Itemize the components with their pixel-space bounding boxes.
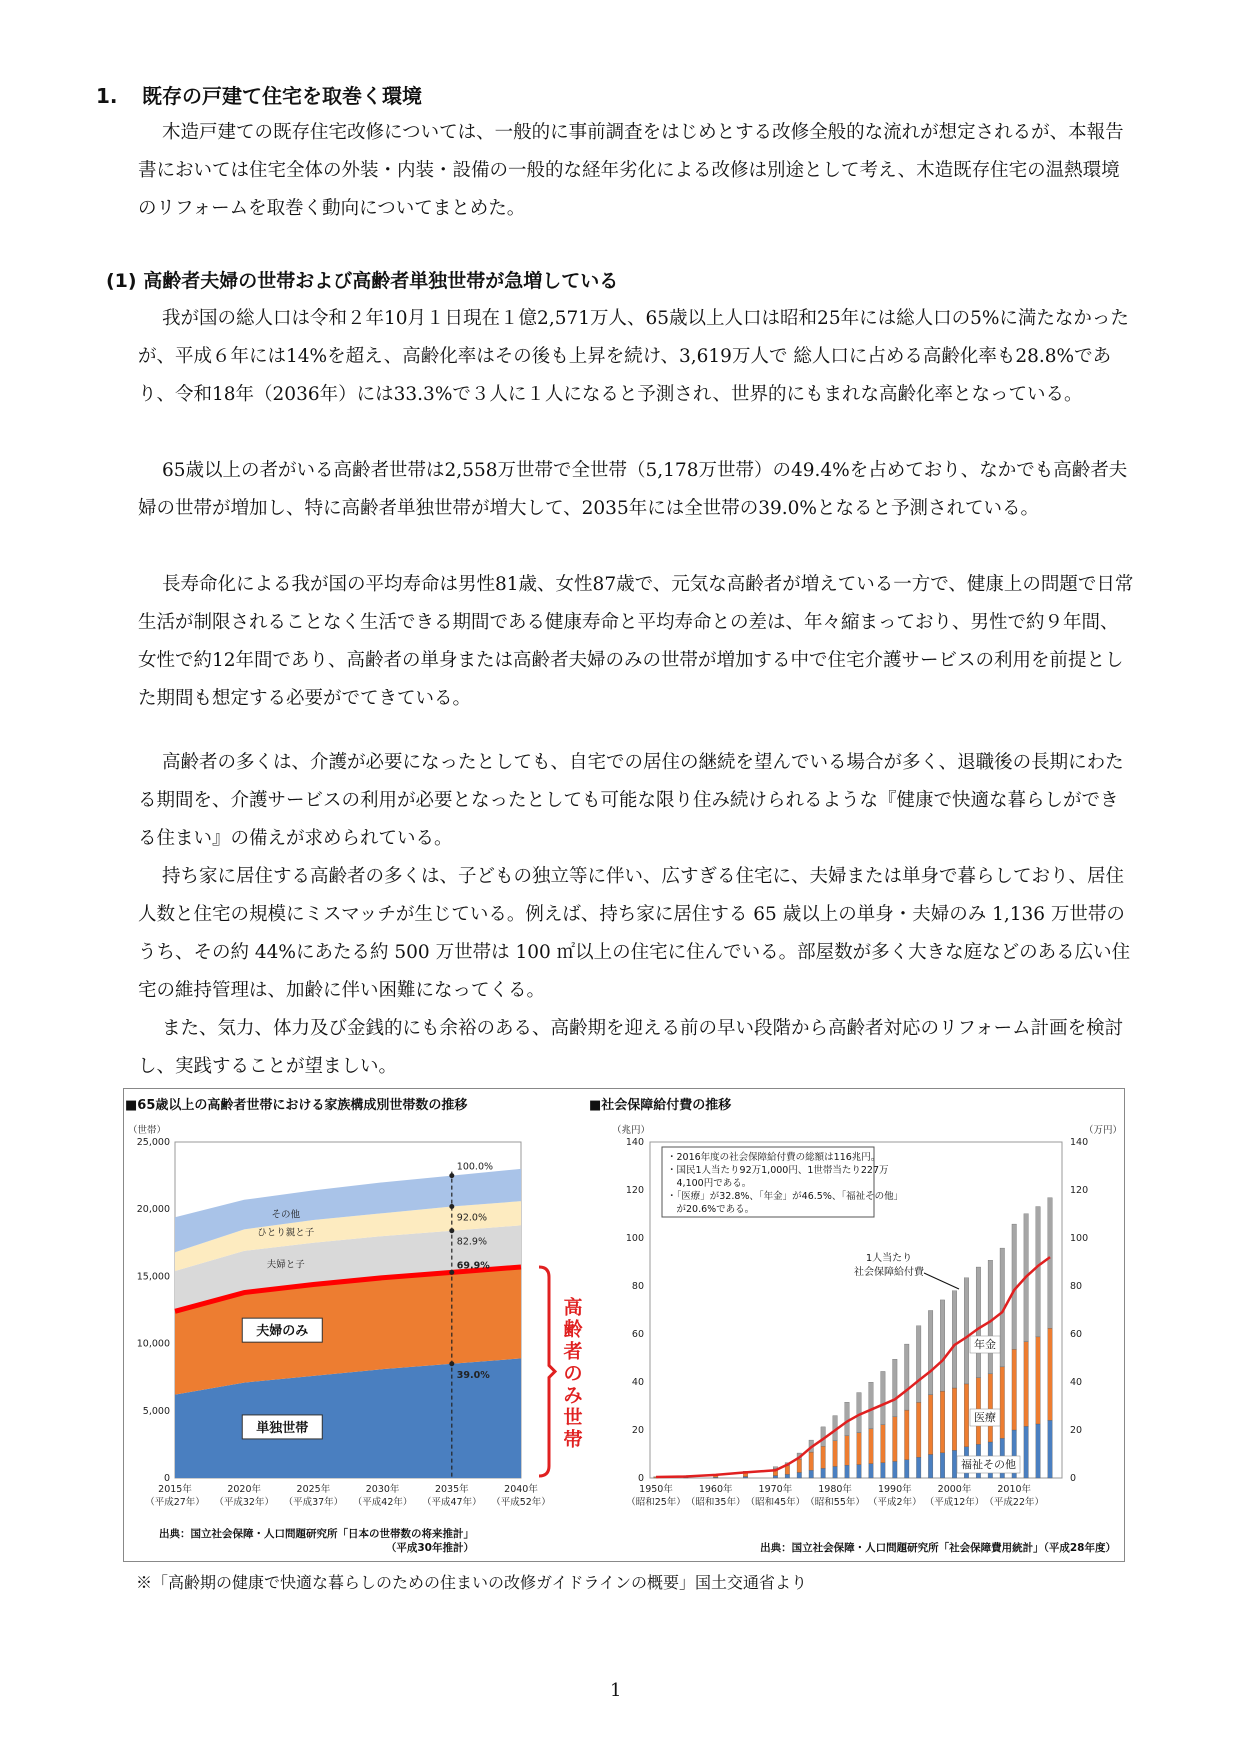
chart2-bar-segment	[928, 1310, 933, 1394]
chart2-ytick-left: 120	[625, 1185, 644, 1196]
chart2-bar-segment	[904, 1344, 909, 1410]
chart2-ytick-left: 40	[631, 1377, 644, 1388]
chart2-bar-segment	[869, 1429, 874, 1464]
chart2-bar-segment	[821, 1468, 826, 1478]
paragraph-households: 65歳以上の者がいる高齢者世帯は2,558万世帯で全世帯（5,178万世帯）の49.4%を占めており、なかでも高齢者夫婦の世帯が増加し、特に高齢者単独世帯が増大して、2035年には全世帯の39.0%となると予測されている。	[138, 460, 1128, 519]
chart2-bar-segment	[881, 1371, 886, 1424]
chart1-xtick: 2025年	[296, 1484, 331, 1495]
chart1-label-other: その他	[271, 1209, 300, 1221]
chart1-marker-label: 92.0%	[456, 1212, 487, 1224]
chart2-bar-segment	[785, 1466, 790, 1475]
chart2-bar-segment	[964, 1278, 969, 1384]
chart2-ytick-left: 0	[637, 1473, 644, 1484]
chart1-label-couple-child: 夫婦と子	[266, 1259, 305, 1271]
chart2-bar-segment	[952, 1388, 957, 1450]
chart2-bar-segment	[1036, 1207, 1041, 1337]
chart2-ylabel-right: （万円）	[1084, 1125, 1123, 1136]
chart1-bracket-label-char: 世	[563, 1406, 583, 1429]
chart1-source-2: （平成30年推計）	[385, 1542, 474, 1554]
page-number: 1	[610, 1680, 622, 1701]
chart2-bar-segment	[821, 1446, 826, 1468]
chart2-xtick: 1990年	[877, 1484, 912, 1495]
chart2-ytick-left: 100	[625, 1233, 644, 1244]
chart2-xtick-sub: （昭和35年）	[685, 1497, 746, 1508]
chart2-bar-segment	[869, 1464, 874, 1478]
chart2-bar-segment	[904, 1410, 909, 1460]
chart1-xtick: 2035年	[434, 1484, 469, 1495]
chart2-source: 出典：国立社会保障・人口問題研究所「社会保障費用統計」（平成28年度）	[760, 1542, 1116, 1554]
chart2-callout: 1人当たり	[865, 1253, 913, 1264]
chart2-label-medical: 医療	[974, 1411, 996, 1424]
chart1-xtick: 2015年	[158, 1484, 192, 1495]
chart1-xtick-sub: （平成42年）	[352, 1497, 413, 1508]
chart2-bar-segment	[893, 1417, 898, 1462]
chart1-ylabel: （世帯）	[128, 1125, 167, 1136]
chart2-bar-segment	[1012, 1349, 1017, 1430]
chart2-bar-segment	[857, 1433, 862, 1465]
chart2-ytick-right: 60	[1070, 1329, 1083, 1340]
chart2-bar-segment	[773, 1476, 778, 1478]
chart1-xtick-sub: （平成32年）	[214, 1497, 274, 1508]
chart1-marker-label: 69.9%	[456, 1260, 490, 1272]
chart2-bar-segment	[928, 1395, 933, 1455]
chart2-bar-segment	[797, 1459, 802, 1472]
chart2-xtick: 1960年	[698, 1484, 733, 1495]
chart2-xtick: 1970年	[758, 1484, 793, 1495]
chart2-callout: 社会保障給付費	[854, 1267, 924, 1278]
chart1-xtick-sub: （平成47年）	[422, 1497, 482, 1508]
chart1-marker-dot	[449, 1270, 454, 1275]
chart2-xtick-sub: （昭和45年）	[745, 1497, 806, 1508]
chart2-bar-segment	[1036, 1424, 1041, 1478]
figure-charts	[124, 1089, 1124, 1561]
chart1-xtick: 2040年	[504, 1484, 538, 1495]
chart2-bar-segment	[1048, 1420, 1053, 1478]
chart2-ytick-left: 20	[631, 1425, 644, 1436]
chart1-marker-label: 82.9%	[456, 1236, 487, 1248]
chart2-ytick-right: 80	[1070, 1281, 1083, 1292]
chart2-bar-segment	[988, 1260, 993, 1374]
chart1-xtick-sub: （平成52年）	[491, 1497, 551, 1508]
chart2-bar-segment	[904, 1460, 909, 1478]
chart2-bar-segment	[940, 1453, 945, 1478]
chart2-bar-segment	[857, 1465, 862, 1478]
chart1-label-single: 単独世帯	[256, 1420, 309, 1436]
chart2-bar-segment	[952, 1450, 957, 1478]
chart1-marker-dot	[449, 1361, 454, 1366]
chart2-bar-segment	[845, 1402, 850, 1436]
chart2-bar-segment	[988, 1374, 993, 1442]
chart2-bar-segment	[785, 1474, 790, 1478]
chart2-bar-segment	[1000, 1367, 1005, 1439]
figure-note: ※「高齢期の健康で快適な暮らしのための住まいの改修ガイドラインの概要」国土交通省より	[136, 1573, 808, 1592]
chart2-bar-segment	[845, 1436, 850, 1466]
chart2-bar-segment	[893, 1359, 898, 1417]
chart2-xtick-sub: （昭和55年）	[805, 1497, 865, 1508]
paragraph-population: 我が国の総人口は令和２年10月１日現在１億2,571万人、65歳以上人口は昭和25年には総人口の5%に満たなかったが、平成６年には14%を超え、高齢化率はその後も上昇を続け、3,619万人で 総人口に占める高齢化率も28.8%であり、令和18年（2036年）には33.3%で３人に１人になると予測され、世界的にもまれな高齢化率となっている。	[138, 308, 1129, 405]
chart2-xtick-sub: （昭和25年）	[626, 1497, 686, 1508]
chart1-label-couple-only: 夫婦のみ	[256, 1324, 309, 1340]
chart1-marker-label: 100.0%	[456, 1161, 494, 1173]
chart2-ylabel-left: （兆円）	[612, 1125, 651, 1136]
chart2-bar-segment	[845, 1465, 850, 1478]
chart2-xtick: 1950年	[639, 1484, 673, 1495]
chart2-bar-segment	[916, 1402, 921, 1457]
paragraph-care: 高齢者の多くは、介護が必要になったとしても、自宅での居住の継続を望んでいる場合が多く、退職後の長期にわたる期間を、介護サービスの利用が必要となったとしても可能な限り住み続けられるような『健康で快適な暮らしができる住まい』の備えが求められている。	[138, 752, 1124, 849]
chart2-ytick-left: 140	[625, 1137, 644, 1148]
chart2-bar-segment	[743, 1477, 748, 1478]
chart2-bar-segment	[976, 1267, 981, 1378]
chart2-ytick-right: 120	[1070, 1185, 1089, 1196]
chart1-xtick-sub: （平成37年）	[283, 1497, 344, 1508]
chart1-bracket-label-char: 齢	[563, 1318, 583, 1341]
chart2-bar-segment	[1024, 1426, 1028, 1478]
chart2-xtick-sub: （平成22年）	[984, 1497, 1045, 1508]
chart2-bar-segment	[1024, 1342, 1028, 1427]
chart1-ytick: 20,000	[136, 1204, 170, 1216]
chart2-bar-segment	[1036, 1337, 1041, 1424]
chart1-marker-dot	[449, 1204, 454, 1209]
chart2-annotation-line: が20.6%である。	[667, 1204, 755, 1215]
chart2-bar-segment	[964, 1384, 969, 1447]
chart2-ytick-left: 60	[631, 1329, 644, 1340]
chart2-bar-segment	[881, 1463, 886, 1478]
chart2-label-welfare: 福祉その他	[961, 1458, 1016, 1471]
figure-box	[123, 1088, 1125, 1562]
chart1-xtick: 2020年	[227, 1484, 262, 1495]
chart1-bracket-label-char: 者	[563, 1340, 583, 1363]
chart1-marker-label: 39.0%	[456, 1369, 490, 1381]
chart2-bar-segment	[857, 1393, 862, 1433]
subsection-heading: (1) 高齢者夫婦の世帯および高齢者単独世帯が急増している	[106, 270, 619, 292]
chart1-ytick: 10,000	[136, 1338, 170, 1350]
chart2-ytick-left: 80	[631, 1281, 644, 1292]
chart1-source: 出典：国立社会保障・人口問題研究所「日本の世帯数の将来推計」	[159, 1528, 474, 1540]
chart2-bar-segment	[916, 1457, 921, 1478]
paragraph-lifespan: 長寿命化による我が国の平均寿命は男性81歳、女性87歳で、元気な高齢者が増えている一方で、健康上の問題で日常生活が制限されることなく生活できる期間である健康寿命と平均寿命との差は、年々縮まっており、男性で約９年間、女性で約12年間であり、高齢者の単身または高齢者夫婦のみの世帯が増加する中で住宅介護サービスの利用を前提とした期間も想定する必要がでてきている。	[138, 574, 1134, 709]
chart1-bracket-label-char: 高	[563, 1296, 583, 1319]
chart2-bar-segment	[940, 1391, 945, 1453]
chart2-title: ■社会保障給付費の推移	[589, 1098, 732, 1113]
chart1-ytick: 15,000	[136, 1271, 170, 1283]
chart1-title: ■65歳以上の高齢者世帯における家族構成別世帯数の推移	[125, 1098, 468, 1113]
chart1-label-single-parent: ひとり親と子	[257, 1227, 315, 1239]
chart2-bar-segment	[1048, 1328, 1053, 1420]
chart2-label-pension: 年金	[974, 1338, 996, 1351]
chart2-bar-segment	[881, 1425, 886, 1463]
chart2-bar-segment	[916, 1326, 921, 1403]
chart1-marker-dot	[449, 1173, 454, 1178]
chart2-annotation-line: ・国民1人当たり92万1,000円、1世帯当たり227万	[667, 1165, 889, 1176]
chart1-ytick: 5,000	[142, 1405, 170, 1417]
chart2-bar-segment	[869, 1382, 874, 1429]
chart2-xtick: 2010年	[997, 1484, 1032, 1495]
chart2-bar-segment	[833, 1441, 838, 1467]
chart2-bar-segment	[833, 1466, 838, 1478]
chart1-xtick: 2030年	[365, 1484, 400, 1495]
chart1-xtick-sub: （平成27年）	[145, 1497, 205, 1508]
chart2-bar-segment	[940, 1300, 945, 1391]
chart1-ytick: 25,000	[136, 1137, 170, 1148]
chart1-bracket	[539, 1267, 555, 1476]
section-heading: 1. 既存の戸建て住宅を取巻く環境	[96, 84, 422, 108]
paragraph-reform: また、気力、体力及び金銭的にも余裕のある、高齢期を迎える前の早い段階から高齢者対応のリフォーム計画を検討し、実践することが望ましい。	[138, 1018, 1124, 1077]
chart2-xtick-sub: （平成2年）	[868, 1497, 922, 1508]
chart2-bar-segment	[809, 1470, 814, 1478]
chart2-bar-segment	[928, 1454, 933, 1478]
chart1-marker-dot	[449, 1228, 454, 1233]
chart1-bracket-label-char: 帯	[563, 1428, 583, 1451]
chart2-ytick-right: 40	[1070, 1377, 1083, 1388]
chart2-bar-segment	[893, 1461, 898, 1478]
chart2-ytick-right: 140	[1070, 1137, 1089, 1148]
chart2-annotation-line: ・2016年度の社会保障給付費の総額は116兆円。	[667, 1152, 881, 1163]
chart1-bracket-label-char: み	[563, 1384, 583, 1407]
chart2-ytick-right: 100	[1070, 1233, 1089, 1244]
chart2-annotation-line: ・「医療」が32.8%、「年金」が46.5%、「福祉その他」	[667, 1191, 904, 1202]
chart2-bar-segment	[809, 1452, 814, 1470]
chart1-bracket-label-char: の	[563, 1362, 583, 1385]
intro-paragraph: 木造戸建ての既存住宅改修については、一般的に事前調査をはじめとする改修全般的な流れが想定されるが、本報告書においては住宅全体の外装・内装・設備の一般的な経年劣化による改修は別途として考え、木造既存住宅の温熱環境のリフォームを取巻く動向についてまとめた。	[138, 122, 1124, 219]
chart2-bar-segment	[797, 1472, 802, 1478]
chart2-xtick: 1980年	[818, 1484, 852, 1495]
chart2-bar-segment	[952, 1291, 957, 1388]
paragraph-mismatch: 持ち家に居住する高齢者の多くは、子どもの独立等に伴い、広すぎる住宅に、夫婦または単身で暮らしており、居住人数と住宅の規模にミスマッチが生じている。例えば、持ち家に居住する 65 歳以上の単身・夫婦のみ 1,136 万世帯のうち、その約 44%にあたる約 500 万世帯は 100 ㎡以上の住宅に住んでいる。部屋数が多く大きな庭などのある広い住宅の維持管理は、加齢に伴い困難になってくる。	[138, 866, 1131, 1001]
chart1-ytick: 0	[163, 1473, 170, 1484]
chart2-xtick-sub: （平成12年）	[924, 1497, 985, 1508]
chart2-ytick-right: 20	[1070, 1425, 1083, 1436]
chart2-xtick: 2000年	[937, 1484, 972, 1495]
chart2-ytick-right: 0	[1070, 1473, 1077, 1484]
chart2-annotation-line: 4,100円である。	[667, 1178, 752, 1189]
chart2-bar-segment	[1048, 1198, 1053, 1329]
